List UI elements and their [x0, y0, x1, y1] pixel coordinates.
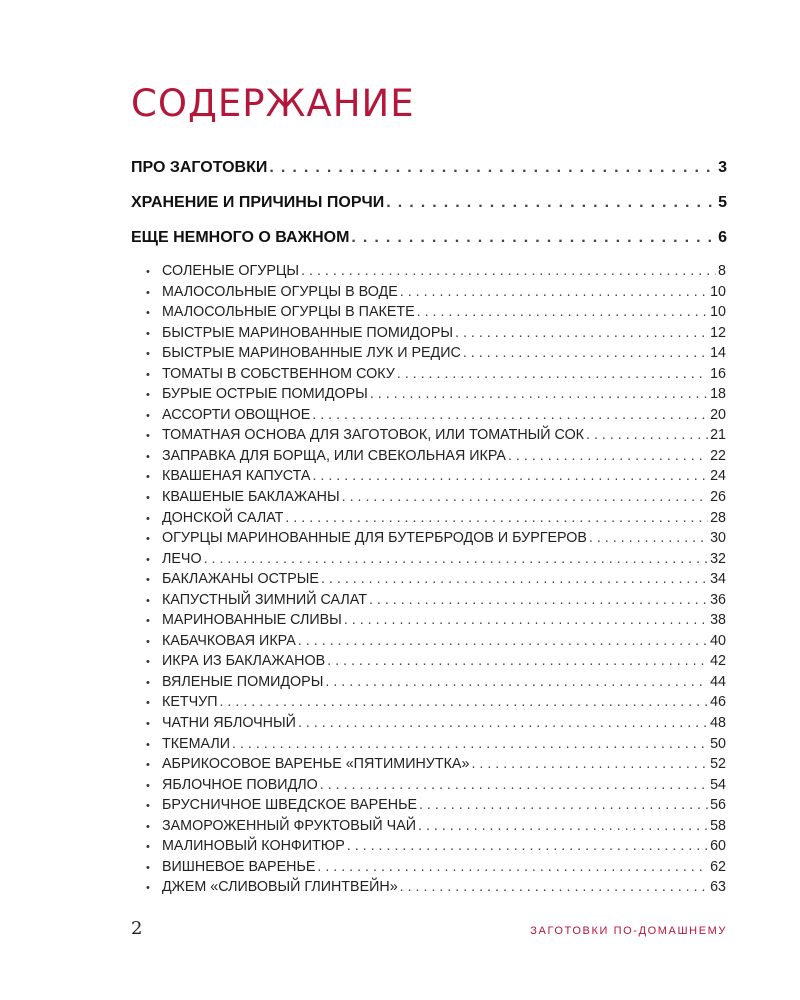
bullet-icon: • — [146, 820, 150, 833]
toc-entry[interactable] — [146, 610, 726, 631]
bullet-icon: • — [146, 348, 150, 361]
toc-entry-label: ЛЕЧО — [162, 550, 202, 567]
bullet-icon: • — [146, 574, 150, 587]
bullet-icon: • — [146, 492, 150, 505]
toc-entry-page: 52 — [710, 756, 726, 773]
toc-entry-label: МАЛОСОЛЬНЫЕ ОГУРЦЫ В ВОДЕ — [162, 283, 398, 300]
toc-entry-label: ИКРА ИЗ БАКЛАЖАНОВ — [162, 653, 326, 670]
dot-leader — [400, 282, 708, 303]
toc-entry-page: 10 — [710, 304, 726, 321]
bullet-icon: • — [146, 327, 150, 340]
dot-leader — [386, 185, 716, 220]
toc-entry-label: КЕТЧУП — [162, 694, 218, 711]
bullet-icon: • — [146, 882, 150, 895]
bullet-icon: • — [146, 841, 150, 854]
dot-leader — [317, 857, 708, 878]
toc-entry-label: МАЛИНОВЫЙ КОНФИТЮР — [162, 838, 345, 855]
bullet-icon: • — [146, 615, 150, 628]
dot-leader — [301, 261, 716, 282]
bullet-icon: • — [146, 861, 150, 874]
toc-entry-page: 20 — [710, 406, 726, 423]
recipe-list — [146, 261, 726, 898]
dot-leader — [419, 795, 708, 816]
toc-entry-page: 58 — [710, 817, 726, 834]
toc-entry[interactable] — [146, 877, 726, 898]
toc-entry[interactable] — [146, 261, 726, 282]
toc-entry-page: 46 — [710, 694, 726, 711]
bullet-icon: • — [146, 800, 150, 813]
toc-entry-page: 32 — [710, 550, 726, 567]
toc-entry-page: 42 — [710, 653, 726, 670]
toc-entry[interactable] — [146, 569, 726, 590]
toc-entry-page: 24 — [710, 468, 726, 485]
toc-entry-page: 26 — [710, 489, 726, 506]
toc-entry-label: ЯБЛОЧНОЕ ПОВИДЛО — [162, 776, 318, 793]
toc-entry[interactable] — [146, 713, 726, 734]
dot-leader — [370, 384, 708, 405]
footer-page-number: 2 — [131, 918, 143, 939]
bullet-icon: • — [146, 635, 150, 648]
page-title: СОДЕРЖАНИЕ — [131, 82, 415, 125]
bullet-icon: • — [146, 738, 150, 751]
dot-leader — [400, 877, 708, 898]
toc-entry[interactable] — [146, 816, 726, 837]
toc-section-label: ХРАНЕНИЕ И ПРИЧИНЫ ПОРЧИ — [131, 194, 385, 211]
bullet-icon: • — [146, 512, 150, 525]
toc-entry-label: КАПУСТНЫЙ ЗИМНИЙ САЛАТ — [162, 591, 367, 608]
toc-entry-label: МАРИНОВАННЫЕ СЛИВЫ — [162, 612, 342, 629]
toc-entry-label: ДОНСКОЙ САЛАТ — [162, 509, 284, 526]
dot-leader — [342, 487, 708, 508]
toc-entry[interactable] — [146, 836, 726, 857]
toc-entry-page: 12 — [710, 324, 726, 341]
bullet-icon: • — [146, 676, 150, 689]
dot-leader — [344, 610, 708, 631]
bullet-icon: • — [146, 409, 150, 422]
toc-section[interactable] — [131, 185, 727, 220]
dot-leader — [298, 713, 708, 734]
dot-leader — [320, 775, 708, 796]
toc-entry[interactable] — [146, 631, 726, 652]
toc-entry-page: 16 — [710, 365, 726, 382]
toc-entry-label: СОЛЕНЫЕ ОГУРЦЫ — [162, 263, 300, 279]
toc-entry-label: ЧАТНИ ЯБЛОЧНЫЙ — [162, 715, 296, 732]
dot-leader — [232, 734, 708, 755]
toc-entry[interactable] — [146, 672, 726, 693]
toc-entry-label: БАКЛАЖАНЫ ОСТРЫЕ — [162, 571, 319, 588]
dot-leader — [586, 425, 708, 446]
toc-entry[interactable] — [146, 528, 726, 549]
toc-entry[interactable] — [146, 795, 726, 816]
toc-entry-page: 18 — [710, 386, 726, 403]
toc-entry-label: ОГУРЦЫ МАРИНОВАННЫЕ ДЛЯ БУТЕРБРОДОВ И БУРГЕРОВ — [162, 530, 587, 547]
toc-entry-label: АССОРТИ ОВОЩНОЕ — [162, 406, 311, 423]
bullet-icon: • — [146, 286, 150, 299]
dot-leader — [312, 466, 708, 487]
toc-entry-page: 28 — [710, 509, 726, 526]
toc-section-page: 6 — [718, 229, 727, 246]
bullet-icon: • — [146, 697, 150, 710]
toc-entry-label: КВАШЕНАЯ КАПУСТА — [162, 468, 311, 485]
toc-entry-page: 62 — [710, 858, 726, 875]
toc-section[interactable] — [131, 220, 727, 255]
toc-entry-label: ТКЕМАЛИ — [162, 735, 231, 752]
toc-entry[interactable] — [146, 754, 726, 775]
toc-entry-label: КВАШЕНЫЕ БАКЛАЖАНЫ — [162, 489, 340, 506]
toc-entry[interactable] — [146, 487, 726, 508]
bullet-icon: • — [146, 779, 150, 792]
toc-entry-label: ВИШНЕВОЕ ВАРЕНЬЕ — [162, 858, 316, 875]
toc-entry-label: БЫСТРЫЕ МАРИНОВАННЫЕ ЛУК И РЕДИС — [162, 345, 461, 362]
toc-entry[interactable] — [146, 323, 726, 344]
bullet-icon: • — [146, 266, 150, 278]
dot-leader — [285, 508, 708, 529]
toc-entry-page: 54 — [710, 776, 726, 793]
toc-entry-page: 8 — [718, 263, 726, 279]
toc-entry[interactable] — [146, 466, 726, 487]
toc-entry[interactable] — [146, 590, 726, 611]
toc-entry-page: 34 — [710, 571, 726, 588]
toc-entry-page: 56 — [710, 797, 726, 814]
toc-entry-page: 22 — [710, 447, 726, 464]
main-sections-list — [131, 150, 727, 255]
toc-entry-page: 44 — [710, 673, 726, 690]
toc-entry-page: 50 — [710, 735, 726, 752]
bullet-icon: • — [146, 307, 150, 320]
toc-entry[interactable] — [146, 343, 726, 364]
toc-entry-label: БРУСНИЧНОЕ ШВЕДСКОЕ ВАРЕНЬЕ — [162, 797, 417, 814]
toc-entry-label: БЫСТРЫЕ МАРИНОВАННЫЕ ПОМИДОРЫ — [162, 324, 454, 341]
bullet-icon: • — [146, 430, 150, 443]
toc-section-label: ЕЩЕ НЕМНОГО О ВАЖНОМ — [131, 229, 350, 246]
toc-entry-label: ЗАПРАВКА ДЛЯ БОРЩА, ИЛИ СВЕКОЛЬНАЯ ИКРА — [162, 447, 506, 464]
toc-entry-page: 36 — [710, 591, 726, 608]
toc-entry-page: 14 — [710, 345, 726, 362]
bullet-icon: • — [146, 450, 150, 463]
toc-entry[interactable] — [146, 405, 726, 426]
toc-entry[interactable] — [146, 384, 726, 405]
dot-leader — [325, 672, 708, 693]
toc-entry[interactable] — [146, 651, 726, 672]
toc-entry-page: 40 — [710, 632, 726, 649]
dot-leader — [417, 302, 708, 323]
toc-entry-page: 63 — [710, 879, 726, 896]
toc-entry-label: КАБАЧКОВАЯ ИКРА — [162, 632, 296, 649]
toc-entry-label: БУРЫЕ ОСТРЫЕ ПОМИДОРЫ — [162, 386, 368, 403]
dot-leader — [508, 446, 708, 467]
toc-entry-label: АБРИКОСОВОЕ ВАРЕНЬЕ «ПЯТИМИНУТКА» — [162, 756, 470, 773]
toc-entry-label: ВЯЛЕНЫЕ ПОМИДОРЫ — [162, 673, 324, 690]
toc-entry[interactable] — [146, 857, 726, 878]
bullet-icon: • — [146, 389, 150, 402]
toc-entry-page: 38 — [710, 612, 726, 629]
dot-leader — [589, 528, 708, 549]
toc-entry-label: ДЖЕМ «СЛИВОВЫЙ ГЛИНТВЕЙН» — [162, 879, 398, 896]
toc-entry[interactable] — [146, 549, 726, 570]
dot-leader — [397, 364, 708, 385]
toc-entry[interactable] — [146, 282, 726, 303]
toc-entry[interactable] — [146, 446, 726, 467]
bullet-icon: • — [146, 759, 150, 772]
dot-leader — [327, 651, 708, 672]
toc-entry[interactable] — [146, 734, 726, 755]
dot-leader — [347, 836, 708, 857]
bullet-icon: • — [146, 471, 150, 484]
bullet-icon: • — [146, 368, 150, 381]
toc-entry[interactable] — [146, 364, 726, 385]
dot-leader — [312, 405, 708, 426]
dot-leader — [204, 549, 709, 570]
toc-section-page: 3 — [718, 159, 727, 176]
toc-entry-page: 21 — [710, 427, 726, 444]
toc-entry-label: МАЛОСОЛЬНЫЕ ОГУРЦЫ В ПАКЕТЕ — [162, 304, 415, 321]
bullet-icon: • — [146, 718, 150, 731]
toc-entry-page: 60 — [710, 838, 726, 855]
toc-entry[interactable] — [146, 775, 726, 796]
toc-entry-label: ЗАМОРОЖЕННЫЙ ФРУКТОВЫЙ ЧАЙ — [162, 817, 417, 834]
bullet-icon: • — [146, 553, 150, 566]
page-footer — [131, 918, 727, 939]
dot-leader — [418, 816, 708, 837]
dot-leader — [351, 220, 716, 255]
toc-section-label: ПРО ЗАГОТОВКИ — [131, 159, 268, 176]
bullet-icon: • — [146, 594, 150, 607]
toc-entry-page: 10 — [710, 283, 726, 300]
toc-entry-label: ТОМАТЫ В СОБСТВЕННОМ СОКУ — [162, 365, 395, 382]
toc-entry-page: 30 — [710, 530, 726, 547]
bullet-icon: • — [146, 656, 150, 669]
dot-leader — [369, 590, 708, 611]
footer-book-title: ЗАГОТОВКИ ПО-ДОМАШНЕМУ — [530, 925, 727, 937]
toc-entry[interactable] — [146, 692, 726, 713]
toc-entry-label: ТОМАТНАЯ ОСНОВА ДЛЯ ЗАГОТОВОК, ИЛИ ТОМАТНЫЙ СОК — [162, 427, 585, 444]
toc-entry-page: 48 — [710, 715, 726, 732]
dot-leader — [298, 631, 708, 652]
toc-section[interactable] — [131, 150, 727, 185]
dot-leader — [321, 569, 708, 590]
toc-entry[interactable] — [146, 302, 726, 323]
dot-leader — [455, 323, 708, 344]
dot-leader — [471, 754, 708, 775]
bullet-icon: • — [146, 533, 150, 546]
toc-section-page: 5 — [718, 194, 727, 211]
toc-entry[interactable] — [146, 425, 726, 446]
dot-leader — [219, 692, 708, 713]
dot-leader — [463, 343, 708, 364]
dot-leader — [269, 150, 716, 185]
toc-entry[interactable] — [146, 508, 726, 529]
